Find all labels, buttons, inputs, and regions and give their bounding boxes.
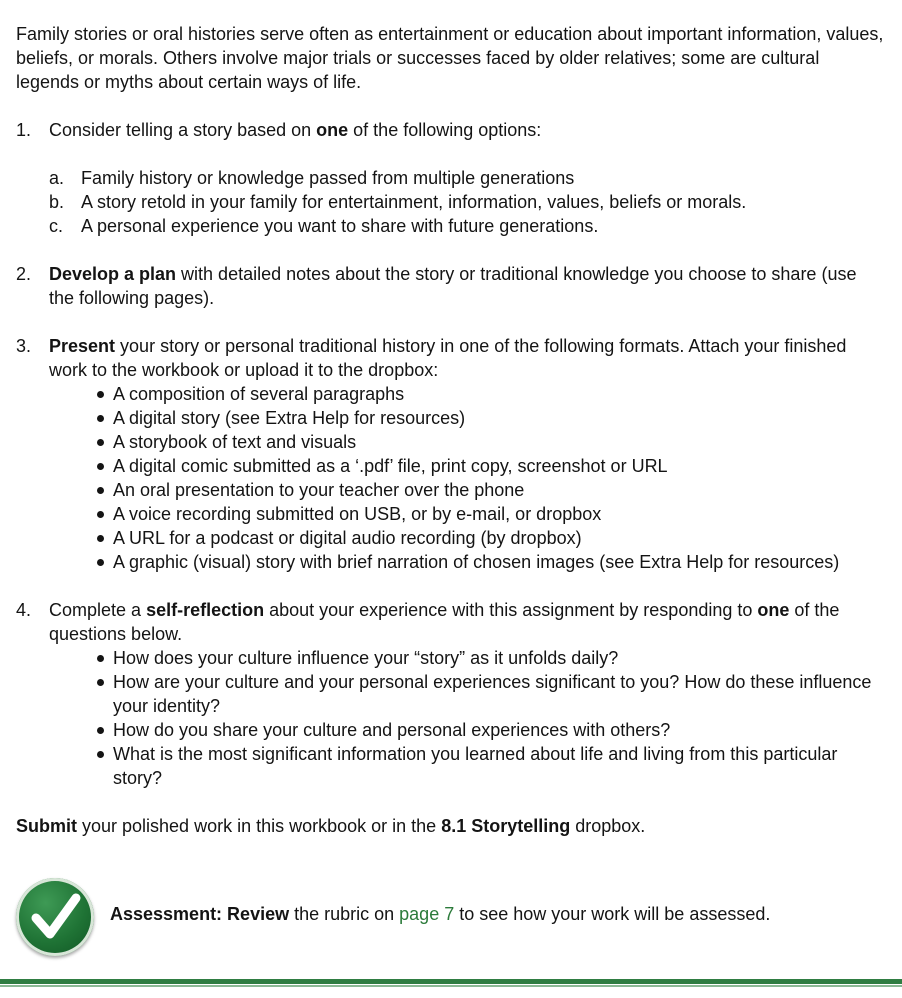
step-4 xyxy=(16,598,886,790)
submit-instruction: Submit your polished work in this workbook or in the 8.1 Storytelling dropbox. xyxy=(16,816,646,836)
step-number: 4. xyxy=(16,600,32,620)
list-item: What is the most significant information you learned about life and living from this particular story? xyxy=(97,742,886,790)
step-number: 1. xyxy=(16,120,32,140)
list-item: How do you share your culture and personal experiences with others? xyxy=(97,718,886,742)
list-item: A digital comic submitted as a ‘.pdf’ file, print copy, screenshot or URL xyxy=(97,454,886,478)
assessment-text: Assessment: Review the rubric on page 7 to see how your work will be assessed. xyxy=(110,904,771,924)
formats-list xyxy=(49,382,886,574)
list-item: a. Family history or knowledge passed from multiple generations xyxy=(49,168,575,188)
step-3 xyxy=(16,334,886,574)
footer-divider-light xyxy=(0,985,902,987)
list-item: An oral presentation to your teacher over the phone xyxy=(97,478,886,502)
options-list xyxy=(49,166,886,238)
step-1-text: Consider telling a story based on one of the following options: xyxy=(49,120,542,140)
list-item: A graphic (visual) story with brief narration of chosen images (see Extra Help for resources) xyxy=(97,550,886,574)
list-item: A storybook of text and visuals xyxy=(97,430,886,454)
list-item: How are your culture and your personal experiences significant to you? How do these influence your identity? xyxy=(97,670,886,718)
list-item: How does your culture influence your “story” as it unfolds daily? xyxy=(97,646,886,670)
step-4-text: Complete a self-reflection about your experience with this assignment by responding to one of the questions below. xyxy=(49,600,840,644)
step-1 xyxy=(16,118,886,238)
list-item: A digital story (see Extra Help for resources) xyxy=(97,406,886,430)
assessment-callout xyxy=(16,878,886,962)
list-item: A voice recording submitted on USB, or by e-mail, or dropbox xyxy=(97,502,886,526)
list-item: A URL for a podcast or digital audio recording (by dropbox) xyxy=(97,526,886,550)
list-item: A composition of several paragraphs xyxy=(97,382,886,406)
step-number: 3. xyxy=(16,336,32,356)
footer-divider xyxy=(0,979,902,984)
questions-list xyxy=(49,646,886,790)
assignment-content xyxy=(16,22,886,838)
step-2 xyxy=(16,262,886,310)
step-3-text: Present your story or personal traditional history in one of the following formats. Attach your finished work to the workbook or upload it to the dropbox: xyxy=(49,336,847,380)
step-2-text: Develop a plan with detailed notes about the story or traditional knowledge you choose to share (use the following pages). xyxy=(49,264,857,308)
rubric-page-link[interactable]: page 7 xyxy=(399,904,455,924)
list-item: b. A story retold in your family for entertainment, information, values, beliefs or morals. xyxy=(49,192,747,212)
step-number: 2. xyxy=(16,264,32,284)
list-item: c. A personal experience you want to share with future generations. xyxy=(49,216,599,236)
intro-paragraph: Family stories or oral histories serve often as entertainment or education about important information, values, beliefs, or morals. Others involve major trials or successes faced by older relatives; some are cultural legends or myths about certain ways of life. xyxy=(16,24,884,92)
checkmark-icon xyxy=(16,878,94,956)
